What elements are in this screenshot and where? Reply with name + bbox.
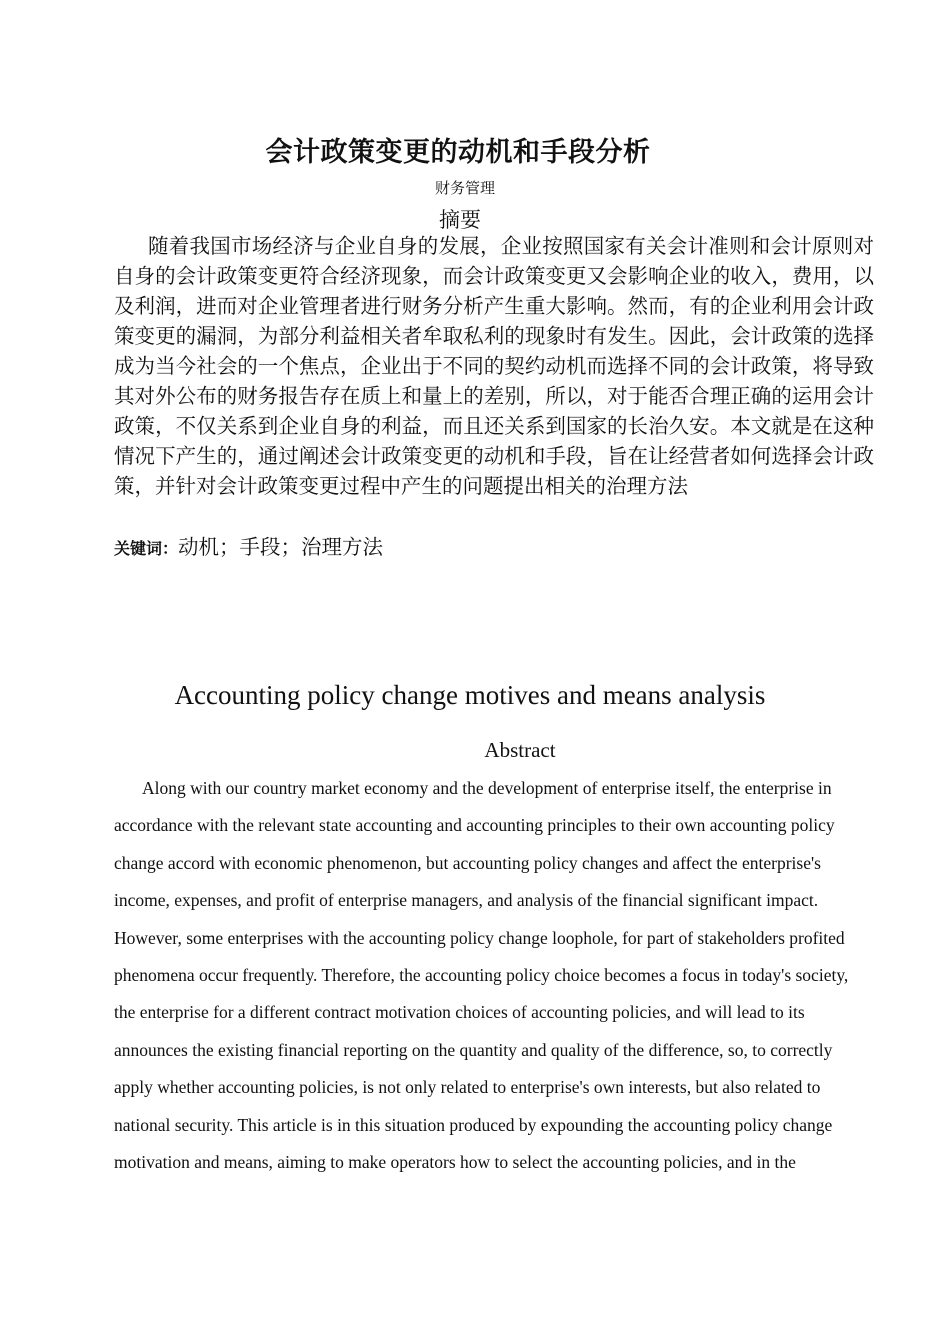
keywords-label: 关键词： xyxy=(114,539,179,558)
keywords-line xyxy=(114,533,874,563)
chinese-abstract-body: 随着我国市场经济与企业自身的发展，企业按照国家有关会计准则和会计原则对自身的会计政策变更符合经济现象，而会计政策变更又会影响企业的收入，费用，以及利润，进而对企业管理者进行财务分析产生重大影响。然而，有的企业利用会计政策变更的漏洞，为部分利益相关者牟取私利的现象时有发生。因此，会计政策的选择成为当今社会的一个焦点，企业出于不同的契约动机而选择不同的会计政策，将导致其对外公布的财务报告存在质上和量上的差别，所以，对于能否合理正确的运用会计政策，不仅关系到企业自身的利益，而且还关系到国家的长治久安。本文就是在这种情况下产生的，通过阐述会计政策变更的动机和手段，旨在让经营者如何选择会计政策，并针对会计政策变更过程中产生的问题提出相关的治理方法 xyxy=(114,234,874,498)
keywords-text: 动机；手段；治理方法 xyxy=(178,535,384,559)
english-abstract-body: Along with our country market economy and the development of enterprise itself, the enterprise in accordance with the relevant state accounting and accounting principles to their own accounting policy change accord with economic phenomenon, but accounting policy changes and affect the enterprise's income, expenses, and profit of enterprise managers, and analysis of the financial significant impact. However, some enterprises with the accounting policy change loophole, for part of stakeholders profited phenomena occur frequently. Therefore, the accounting policy choice becomes a focus in today's society, the enterprise for a different contract motivation choices of accounting policies, and will lead to its announces the existing financial reporting on the quantity and quality of the difference, so, to correctly apply whether accounting policies, is not only related to enterprise's own interests, but also related to national security. This article is in this situation produced by expounding the accounting policy change motivation and means, aiming to make operators how to select the accounting policies, and in the xyxy=(114,778,849,1173)
chinese-abstract-heading: 摘要 xyxy=(439,208,481,232)
english-abstract-heading: Abstract xyxy=(484,738,556,762)
english-title: Accounting policy change motives and means analysis xyxy=(174,680,766,710)
chinese-title: 会计政策变更的动机和手段分析 xyxy=(265,137,651,168)
subject-label: 财务管理 xyxy=(434,179,495,197)
